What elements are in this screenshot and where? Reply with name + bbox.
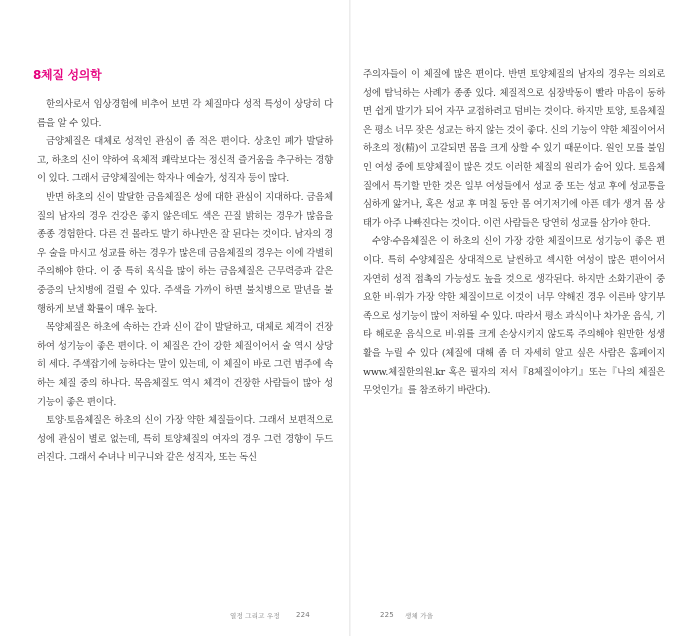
left-body-text: [37, 96, 333, 468]
section-title: 8체질 성의학: [33, 68, 102, 82]
paragraph: 목양체질은 하초에 속하는 간과 신이 같이 발달하고, 대체로 체격이 건장하여 성기능이 좋은 편이다. 이 체질은 간이 강한 체질이어서 술 역시 상당히 세다. 주색잡기에 능하다는 말이 있는데, 이 체질이 바로 그런 범주에 속하는 체질 중의 하나다. 목음체질도 역시 체격이 건장한 사람들이 많아 성기능이 좋은 편이다.: [37, 322, 333, 408]
paragraph: 반면 하초의 신이 발달한 금음체질은 성에 대한 관심이 지대하다. 금음체질의 남자의 경우 건강은 좋지 않은데도 색은 끈질 밝히는 경우가 많음을 종종 경험한다. 다른 건 몰라도 발기 하나만은 잘 된다는 것이다. 남자의 경우 술을 마시고 성교를 하는 경우가 많은데 금음체질의 경우는 이에 각별히 주의해야 한다. 이 중 특히 육식을 많이 하는 금음체질은 근무력증과 같은 중증의 난치병에 걸릴 수 있다. 주색을 가까이 하면 불치병으로 말년을 불행하게 보낼 확률이 매우 높다.: [37, 191, 333, 315]
paragraph: 토양·토음체질은 하초의 신이 가장 약한 체질들이다. 그래서 보편적으로 성에 관심이 별로 없는데, 특히 토양체질의 여자의 경우 그런 경향이 두드러진다. 그래서 수녀나 비구니와 같은 성직자, 또는 독신: [37, 415, 333, 464]
paragraph: 수양·수음체질은 이 하초의 신이 가장 강한 체질이므로 성기능이 좋은 편이다. 특히 수양체질은 상대적으로 날씬하고 섹시한 여성이 많은 편이어서 자연히 성적 접촉의 가능성도 높을 것으로 생각된다. 하지만 소화기관이 중요한 비·위가 가장 약한 체질이므로 이것이 너무 약해진 경우 이른바 양기부족으로 성기능이 많이 저하될 수 있다. 따라서 평소 과식이나 차가운 음식, 기타 해로운 음식으로 비·위를 크게 손상시키지 않도록 주의해야 원만한 성생활을 누릴 수 있다 (체질에 대해 좀 더 자세히 알고 싶은 사람은 홈페이지 www.체질한의원.kr 혹은 필자의 저서『8체질이야기』또는『나의 체질은 무엇인가』를 참조하기 바란다).: [363, 236, 665, 397]
paragraph: 주의자들이 이 체질에 많은 편이다. 반면 토양체질의 남자의 경우는 의외로 성에 탐닉하는 사례가 종종 있다. 체질적으로 심장박동이 빨라 마음이 동하면 쉽게 발기가 되어 자꾸 교접하려고 덤비는 것이다. 하지만 토양, 토음체질은 평소 너무 잦은 성교는 하지 않는 것이 좋다. 신의 기능이 약한 체질이어서 하초의 정(精)이 고갈되면 몸을 크게 상할 수 있기 때문이다. 원인 모를 불임인 여성 중에 토양체질이 많은 것도 이러한 체질의 원리가 숨어 있다. 토음체질에서 특기할 만한 것은 일부 여성들에서 성교 중 또는 성교 후에 성교통을 심하게 앓거나, 혹은 성교 후 며칠 동안 몸 여기저기에 아픈 데가 생겨 몸 상태가 아주 나빠진다는 것이다. 이런 사람들은 당연히 성교를 삼가야 한다.: [363, 69, 665, 229]
page-number: 224: [296, 611, 310, 619]
left-page: [0, 0, 349, 636]
page-number: 225: [380, 611, 394, 619]
right-body-text: [363, 66, 665, 401]
paragraph: 금양체질은 대체로 성적인 관심이 좀 적은 편이다. 상초인 폐가 발달하고, 하초의 신이 약하여 육체적 쾌락보다는 정신적 즐거움을 추구하는 경향이 있다. 그래서 금양체질에는 학자나 예술가, 성직자 등이 많다.: [37, 136, 333, 185]
paragraph: 한의사로서 임상경험에 비추어 보면 각 체질마다 성적 특성이 상당히 다름을 알 수 있다.: [37, 99, 333, 129]
running-footer-book-title: 열정 그리고 우정: [230, 612, 280, 620]
right-page: [351, 0, 700, 636]
running-footer-chapter: 생체 가을: [405, 612, 434, 620]
